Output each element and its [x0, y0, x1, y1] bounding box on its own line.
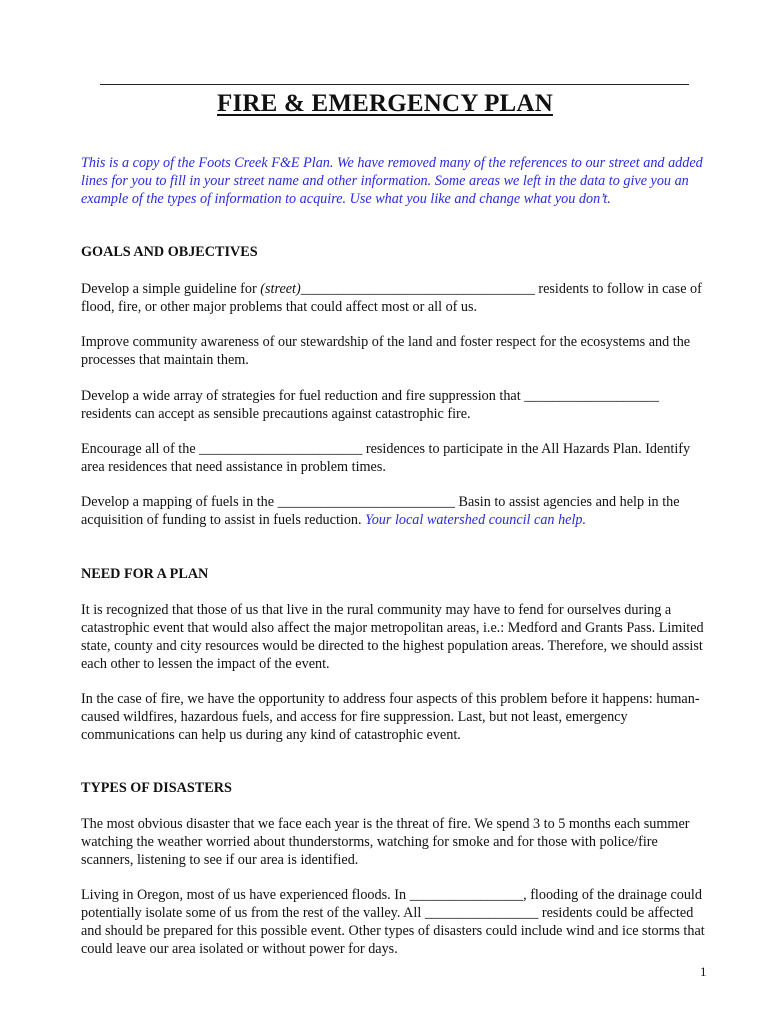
goals-paragraph-5 [81, 493, 711, 529]
goals-paragraph-2: Improve community awareness of our stewardship of the land and foster respect for the ecosystems and the processes that maintain them. [81, 334, 691, 368]
need-paragraph-2: In the case of fire, we have the opportunity to address four aspects of this problem before it happens: human-caused wildfires, hazardous fuels, and access for fire suppression. Last, but not least, emergency communications can help us during any kind of catastrophic event. [81, 691, 700, 743]
goals-paragraph-1 [81, 280, 711, 316]
goals-p1-after: _________________________________ residents to follow in case of flood, fire, or other major problems that could affect most or all of us. [81, 281, 702, 315]
goals-heading: GOALS AND OBJECTIVES [81, 244, 258, 260]
types-paragraph-2: Living in Oregon, most of us have experienced floods. In ________________, flooding of the drainage could potentially isolate some of us from the rest of the valley. All ________________ residents could be affected and should be prepared for this possible event. Other types of disasters could include wind and ice storms that could leave our area isolated or without power for days. [81, 887, 705, 957]
types-heading: TYPES OF DISASTERS [81, 780, 232, 796]
watershed-council-note: Your local watershed council can help. [365, 512, 587, 528]
need-heading: NEED FOR A PLAN [81, 566, 209, 582]
goals-paragraph-3: Develop a wide array of strategies for fuel reduction and fire suppression that ___________________ residents can accept as sensible precautions against catastrophic fire. [81, 388, 659, 422]
need-paragraph-1: It is recognized that those of us that live in the rural community may have to fend for ourselves during a catastrophic event that would also affect the major metropolitan areas, i.e.: Medford and Grants Pass. Limited state, county and city resources would be directed to the highest population areas. Therefore, we should assist each other to lessen the impact of the event. [81, 602, 704, 672]
page-title-text: FIRE & EMERGENCY PLAN [217, 90, 553, 117]
intro-paragraph: This is a copy of the Foots Creek F&E Plan. We have removed many of the references to our street and added lines for you to fill in your street name and other information. Some areas we left in the data to give you an example of the types of information to acquire. Use what you like and change what you don’t. [81, 155, 703, 207]
goals-p5-text: Develop a mapping of fuels in the _________________________ Basin to assist agencies and help in the acquisition of funding to assist in fuels reduction. [81, 494, 680, 528]
goals-paragraph-4: Encourage all of the _______________________ residences to participate in the All Hazards Plan. Identify area residences that need assistance in problem times. [81, 441, 691, 475]
goals-p1-street: (street) [260, 281, 301, 297]
types-paragraph-1: The most obvious disaster that we face each year is the threat of fire. We spend 3 to 5 months each summer watching the weather worried about thunderstorms, watching for smoke and for those with police/fire scanners, listening to see if our area is identified. [81, 816, 690, 868]
page-title [0, 90, 770, 118]
page-number: 1 [700, 964, 707, 979]
header-rule [100, 84, 689, 85]
goals-p1-before: Develop a simple guideline for [81, 281, 261, 297]
